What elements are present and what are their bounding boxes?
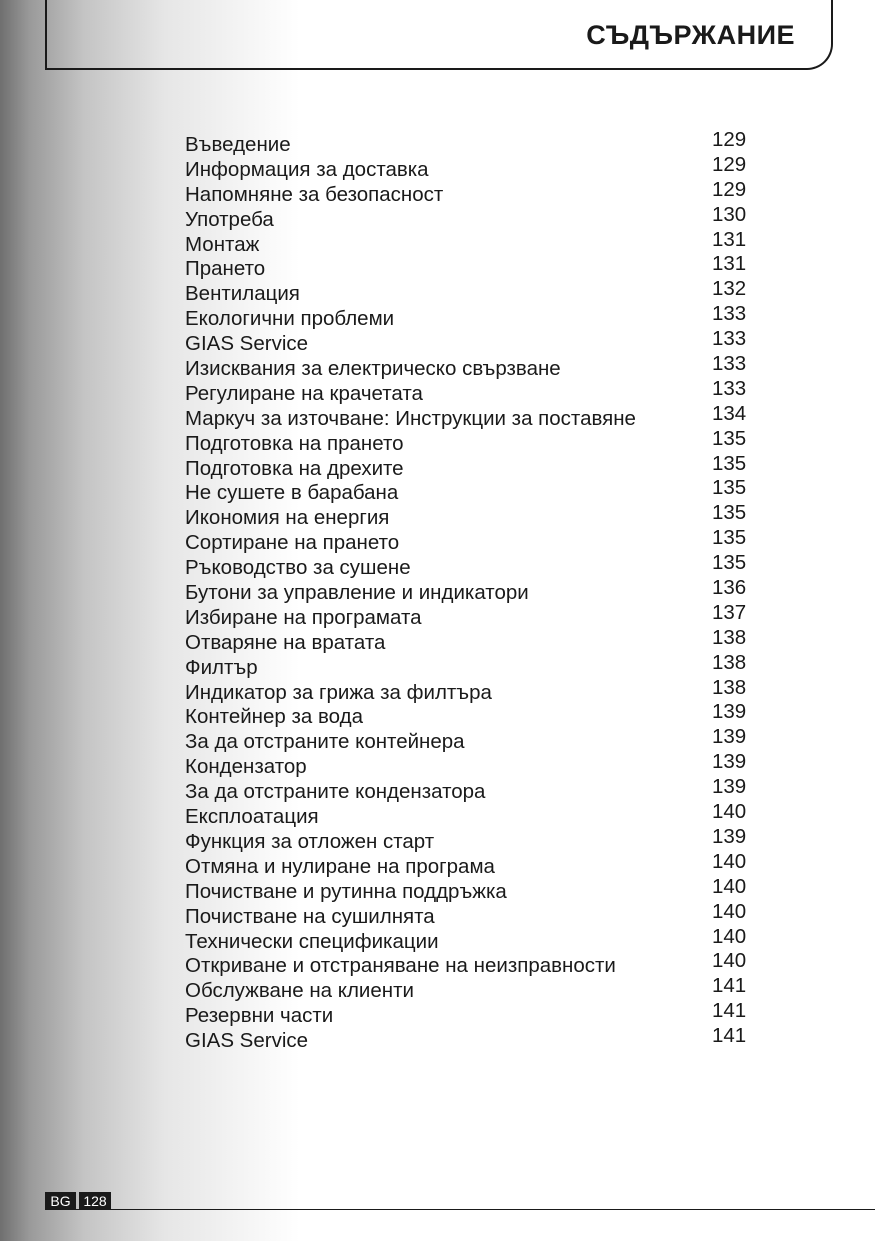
toc-entry[interactable] [185, 849, 750, 879]
toc-entry[interactable] [185, 451, 750, 481]
toc-entry-title: Изисквания за електрическо свързване [185, 357, 561, 381]
toc-entry-page: 135 [712, 501, 747, 525]
toc-entry[interactable] [185, 252, 750, 281]
toc-entry-page: 134 [712, 401, 747, 425]
toc-entry-page: 133 [712, 352, 747, 376]
toc-entry-title: За да отстраните контейнера [185, 730, 465, 754]
toc-entry[interactable] [185, 576, 750, 605]
toc-entry[interactable] [185, 327, 750, 356]
toc-entry-title: Въведение [185, 133, 291, 156]
toc-entry-page: 140 [712, 924, 747, 948]
toc-entry-page: 136 [712, 576, 747, 600]
toc-entry[interactable] [185, 924, 750, 954]
toc-entry[interactable] [185, 600, 750, 630]
toc-entry-page: 139 [712, 700, 747, 724]
toc-entry[interactable] [185, 202, 750, 232]
toc-entry-title: Почистване на сушилнята [185, 904, 435, 928]
toc-entry-title: Индикатор за грижа за филтъра [185, 680, 492, 704]
toc-entry-title: Напомняне за безопасност [185, 182, 444, 206]
toc-entry[interactable] [185, 376, 750, 406]
toc-entry-title: Отваряне на вратата [185, 630, 386, 654]
toc-entry-page: 138 [712, 650, 747, 674]
toc-entry-title: Прането [185, 257, 266, 281]
toc-entry-title: Контейнер за вода [185, 705, 363, 729]
toc-entry-title: Избиране на програмата [185, 605, 422, 629]
toc-entry-title: Обслужване на клиенти [185, 979, 414, 1003]
toc-entry-title: Резервни части [185, 1004, 334, 1028]
toc-entry-page: 135 [712, 426, 747, 450]
toc-entry-page: 140 [712, 949, 747, 973]
toc-entry-page: 133 [712, 327, 747, 351]
toc-entry-page: 129 [712, 128, 747, 151]
toc-entry-page: 138 [712, 625, 747, 649]
toc-entry-title: Бутони за управление и индикатори [185, 581, 529, 605]
title-frame [45, 0, 833, 70]
toc-entry-page: 139 [712, 775, 747, 799]
page-title: СЪДЪРЖАНИЕ [586, 20, 795, 50]
toc-entry-title: Екологични проблеми [185, 307, 395, 331]
toc-entry-title: Филтър [185, 655, 258, 679]
toc-entry-title: Подготовка на дрехите [185, 456, 404, 480]
toc-entry-page: 129 [712, 177, 747, 201]
page-number-badge: 128 [79, 1192, 111, 1210]
toc-entry-page: 140 [712, 899, 747, 923]
toc-entry-title: Ръководство за сушене [185, 556, 411, 580]
toc-entry-page: 131 [712, 252, 747, 276]
toc-entry-page: 139 [712, 824, 747, 848]
toc-entry[interactable] [185, 650, 750, 680]
toc-entry[interactable] [185, 476, 750, 505]
toc-entry-title: Монтаж [185, 232, 260, 256]
toc-entry-title: Кондензатор [185, 755, 307, 779]
toc-entry-page: 133 [712, 376, 747, 400]
toc-entry-page: 140 [712, 849, 747, 873]
toc-entry[interactable] [185, 128, 750, 157]
toc-entry[interactable] [185, 352, 750, 381]
toc-entry-title: Маркуч за източване: Инструкции за поставяне [185, 406, 636, 430]
toc-entry-title: За да отстраните кондензатора [185, 780, 486, 804]
toc-entry-page: 137 [712, 600, 747, 624]
toc-entry[interactable] [185, 974, 750, 1003]
toc-entry[interactable] [185, 302, 750, 331]
toc-entry-title: Откриване и отстраняване на неизправности [185, 954, 616, 978]
toc-entry-page: 133 [712, 302, 747, 326]
toc-entry-title: Експлоатация [185, 805, 319, 829]
toc-entry-title: Информация за доставка [185, 157, 429, 181]
toc-entry-title: Икономия на енергия [185, 506, 390, 530]
toc-entry-title: Почистване и рутинна поддръжка [185, 879, 507, 903]
toc-entry[interactable] [185, 800, 750, 829]
toc-entry-title: Технически спецификации [185, 929, 439, 953]
toc-entry-title: GIAS Service [185, 332, 309, 356]
toc-entry-page: 132 [712, 277, 747, 301]
toc-entry[interactable] [185, 725, 750, 754]
toc-entry-page: 141 [712, 999, 747, 1023]
toc-entry[interactable] [185, 874, 750, 904]
toc-entry[interactable] [185, 750, 750, 779]
language-badge: BG [45, 1192, 76, 1210]
toc-entry-title: Отмяна и нулиране на програма [185, 854, 495, 878]
toc-entry-page: 135 [712, 551, 747, 575]
toc-entry-page: 141 [712, 974, 747, 998]
toc-entry-page: 139 [712, 725, 747, 749]
toc-entry[interactable] [185, 152, 750, 182]
toc-entry-title: Употреба [185, 207, 274, 231]
toc-entry-page: 138 [712, 675, 747, 699]
toc-entry[interactable] [185, 625, 750, 655]
toc-entry-page: 130 [712, 202, 747, 226]
toc-entry-page: 140 [712, 874, 747, 898]
toc-entry[interactable] [185, 999, 750, 1028]
toc-entry-title: Не сушете в барабана [185, 481, 399, 505]
toc-entry[interactable] [185, 401, 750, 431]
toc-entry-page: 140 [712, 800, 747, 824]
toc-entry[interactable] [185, 526, 750, 555]
toc-entry[interactable] [185, 1024, 750, 1053]
toc-entry-title: Подготовка на прането [185, 431, 404, 455]
toc-entry-page: 129 [712, 152, 747, 176]
toc-entry[interactable] [185, 824, 750, 854]
toc-entry-page: 141 [712, 1024, 747, 1048]
toc-entry-page: 139 [712, 750, 747, 774]
toc-entry-title: Сортиране на прането [185, 531, 400, 555]
toc-entry-page: 131 [712, 227, 747, 251]
toc-entry-page: 135 [712, 476, 747, 500]
toc-entry[interactable] [185, 227, 750, 257]
table-of-contents [185, 128, 750, 1053]
toc-entry-title: Регулиране на крачетата [185, 381, 423, 405]
toc-entry-title: Вентилация [185, 282, 300, 306]
toc-entry[interactable] [185, 426, 750, 456]
toc-entry-page: 135 [712, 526, 747, 550]
footer-divider [45, 1209, 875, 1210]
toc-entry[interactable] [185, 700, 750, 729]
toc-entry[interactable] [185, 675, 750, 705]
toc-entry[interactable] [185, 899, 750, 929]
toc-entry[interactable] [185, 949, 750, 978]
toc-entry-title: Функция за отложен старт [185, 829, 435, 853]
toc-entry-page: 135 [712, 451, 747, 475]
toc-entry[interactable] [185, 775, 750, 804]
toc-entry-title: GIAS Service [185, 1029, 309, 1053]
toc-entry[interactable] [185, 501, 750, 530]
toc-entry[interactable] [185, 277, 750, 306]
toc-entry[interactable] [185, 551, 750, 580]
toc-entry[interactable] [185, 177, 750, 207]
